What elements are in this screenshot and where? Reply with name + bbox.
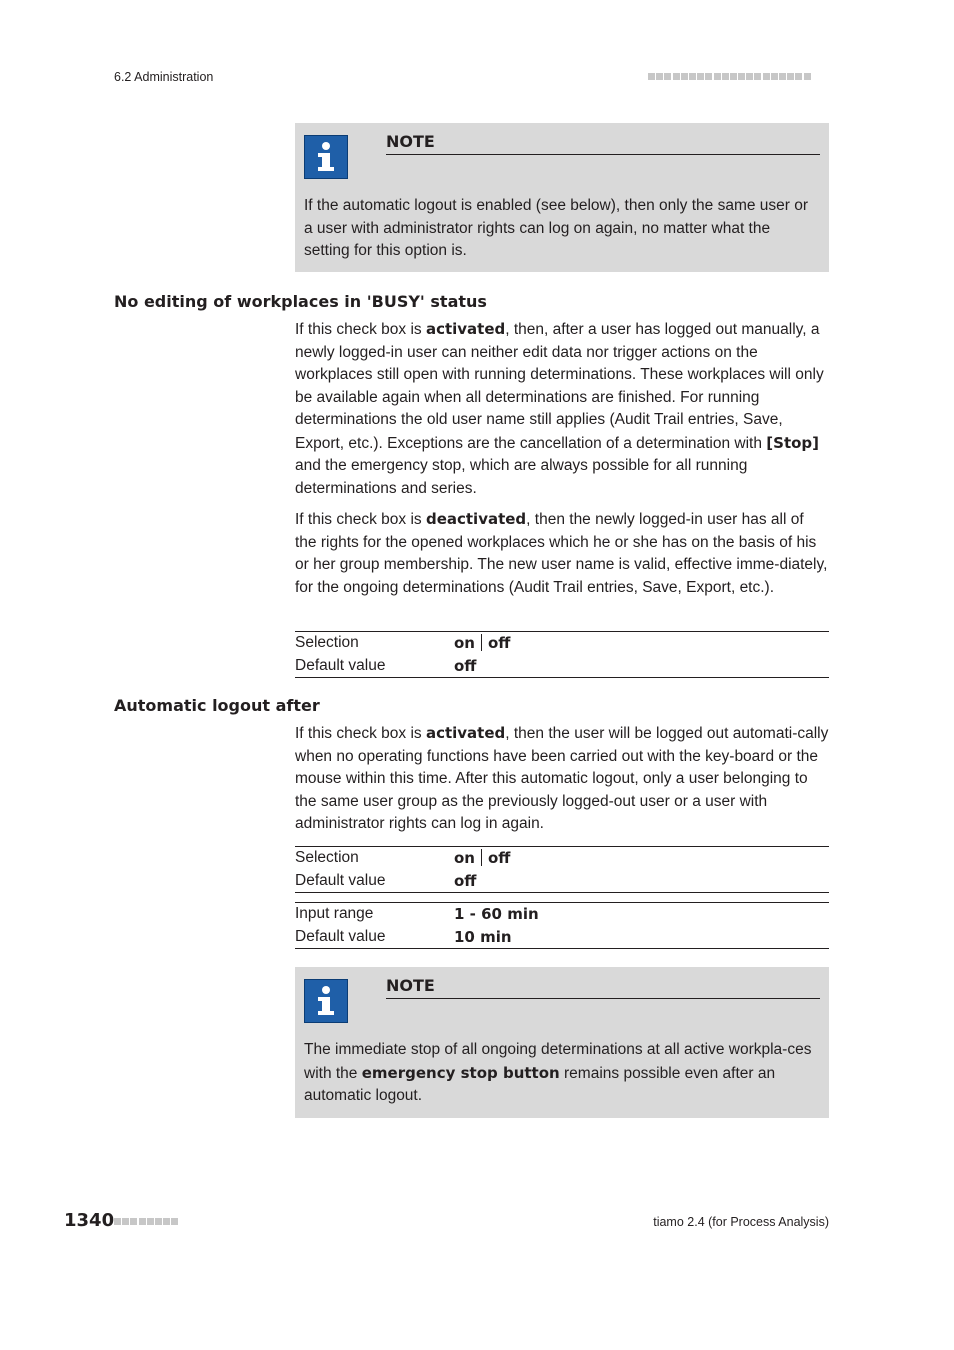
default-value: off xyxy=(454,656,477,675)
default-value: 10 min xyxy=(454,927,512,946)
note-title: NOTE xyxy=(386,132,820,155)
note-text: The immediate stop of all ongoing determinations at all active workpla-ces with the emergency stop button remains possible even after an automatic logout. xyxy=(304,1041,812,1104)
range-value: 1 - 60 min xyxy=(454,905,539,923)
selection-values: on off xyxy=(454,634,511,652)
default-value: off xyxy=(454,871,477,890)
default-label: Default value xyxy=(295,927,386,945)
default-label: Default value xyxy=(295,871,386,889)
paragraph: If this check box is activated, then, after a user has logged out manually, a newly logged-in user can neither edit data nor trigger actions on the workplaces still open with running determinations. These workplaces will only be available again when all determinations are finished. For running determinations the old user name still applies (Audit Trail entries, Save, Export, etc.). Exceptions are the cancellation of a determination with [Stop] and the emergency stop, which are always possible for all running determinations and series. xyxy=(295,320,824,497)
parameter-table xyxy=(295,846,829,893)
paragraph: If this check box is activated, then the user will be logged out automati-cally when no operating functions have been carried out with the key-board or the mouse within this time. After this automatic logout, only a user belonging to the same user group as the previously logged-out user or a user with administrator rights can log in again. xyxy=(295,724,829,832)
note-box xyxy=(295,967,829,1118)
info-icon xyxy=(304,979,348,1023)
selection-values: on off xyxy=(454,849,511,867)
note-box xyxy=(295,123,829,272)
table-row xyxy=(295,847,829,870)
page-number: 1340 xyxy=(64,1210,115,1231)
section-title: No editing of workplaces in 'BUSY' status xyxy=(114,292,487,311)
header-decoration xyxy=(648,73,812,80)
table-row xyxy=(295,655,829,678)
selection-label: Selection xyxy=(295,849,359,866)
table-row xyxy=(295,870,829,893)
footer-decoration xyxy=(114,1218,180,1225)
note-text: If the automatic logout is enabled (see below), then only the same user or a user with administrator rights can log on again, no matter what the setting for this option is. xyxy=(304,197,809,259)
default-label: Default value xyxy=(295,656,386,674)
paragraph: If this check box is deactivated, then the newly logged-in user has all of the rights for the opened workplaces which he or she has on the basis of his or her group membership. The new user name is valid, effective imme-diately, for the ongoing determinations (Audit Trail entries, Save, Export, etc.). xyxy=(295,510,828,596)
table-row xyxy=(295,903,829,926)
parameter-table xyxy=(295,631,829,678)
parameter-table xyxy=(295,902,829,949)
range-label: Input range xyxy=(295,905,374,922)
table-row xyxy=(295,632,829,655)
selection-label: Selection xyxy=(295,634,359,651)
section-title: Automatic logout after xyxy=(114,696,320,715)
table-row xyxy=(295,926,829,949)
product-name: tiamo 2.4 (for Process Analysis) xyxy=(653,1215,829,1229)
running-header: 6.2 Administration xyxy=(114,70,214,84)
info-icon xyxy=(304,135,348,179)
note-title: NOTE xyxy=(386,976,820,999)
